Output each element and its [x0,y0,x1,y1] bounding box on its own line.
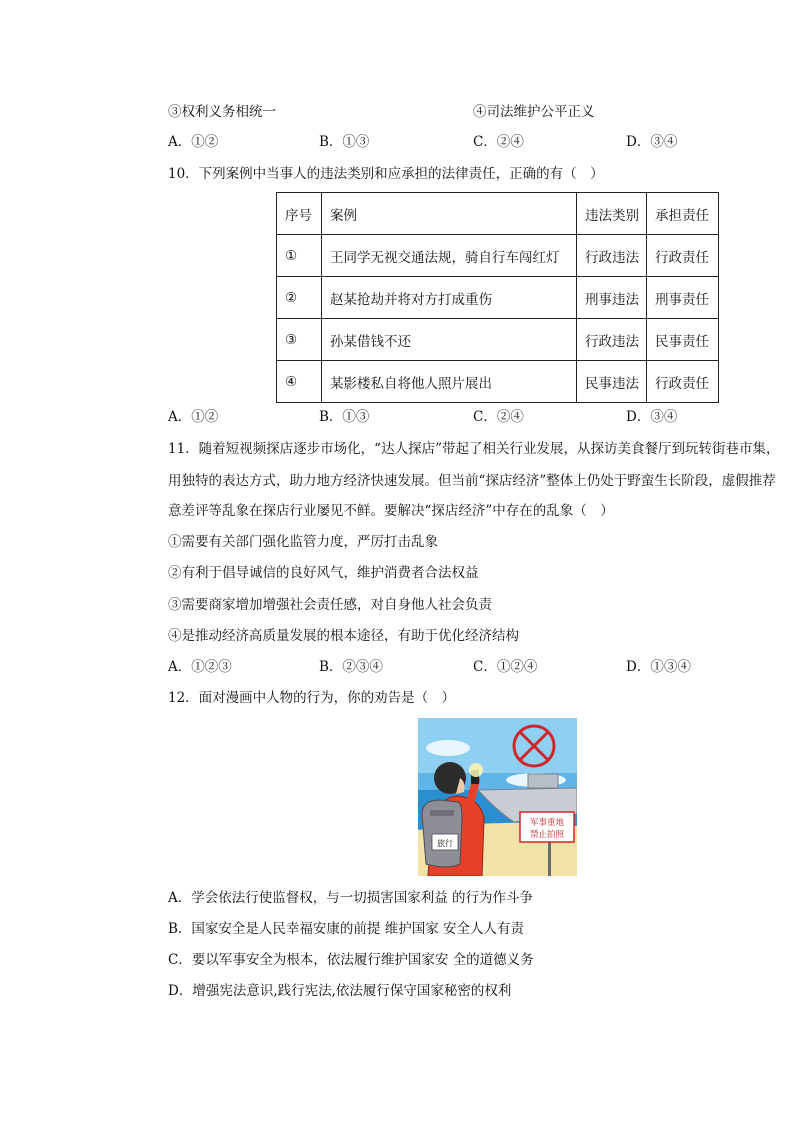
camera-flash-icon [469,763,483,777]
table-row [277,319,719,361]
q10-case-table [276,192,719,403]
q11-options [168,658,728,676]
q11-option-a[interactable]: A．①②③ [168,659,232,675]
row-case: 赵某抢劫并将对方打成重伤 [322,277,577,319]
q10-options [168,408,728,426]
row-liability: 刑事责任 [647,277,719,319]
q11-item-4: ④是推动经济高质量发展的根本途径，有助于优化经济结构 [168,628,519,644]
q11-option-d[interactable]: D．①③④ [626,659,691,675]
q9-option-d[interactable]: D．③④ [626,134,678,150]
table-header-row [277,193,719,235]
row-index: ③ [277,319,322,361]
bag-text: 旅行 [437,839,453,848]
board-text-2: 禁止拍照 [529,830,565,840]
warship-bridge [528,774,558,788]
row-index: ② [277,277,322,319]
q10-option-d[interactable]: D．③④ [626,409,678,425]
q11-item-1: ①需要有关部门强化监管力度，严厉打击乱象 [168,534,438,550]
q12-option-d[interactable]: D．增强宪法意识,践行宪法,依法履行保守国家秘密的权利 [168,983,512,999]
row-violation-type: 民事违法 [577,361,647,403]
row-index: ① [277,235,322,277]
q9-options [168,133,728,151]
row-case: 某影楼私自将他人照片展出 [322,361,577,403]
row-case: 王同学无视交通法规，骑自行车闯红灯 [322,235,577,277]
q10-option-c[interactable]: C．②④ [473,409,524,425]
q9-option-b[interactable]: B．①③ [319,134,370,150]
header-index: 序号 [277,193,322,235]
row-violation-type: 刑事违法 [577,277,647,319]
q10-stem: 10．下列案例中当事人的违法类别和应承担的法律责任，正确的有（ ） [168,166,604,182]
q9-item-3: ③权利义务相统一 [168,104,276,120]
q12-option-a[interactable]: A．学会依法行使监督权，与一切损害国家利益 的行为作斗争 [168,890,534,906]
row-liability: 行政责任 [647,361,719,403]
row-liability: 行政责任 [647,235,719,277]
q11-option-c[interactable]: C．①②④ [473,659,538,675]
q10-option-a[interactable]: A．①② [168,409,219,425]
q10-option-b[interactable]: B．①③ [319,409,370,425]
q11-item-2: ②有利于倡导诚信的良好风气，维护消费者合法权益 [168,565,479,581]
row-index: ④ [277,361,322,403]
table-row [277,277,719,319]
table-row [277,235,719,277]
q11-stem-line-3: 意差评等乱象在探店行业屡见不鲜。要解决“探店经济”中存在的乱象（ ） [168,503,614,519]
table-row [277,361,719,403]
q12-option-b[interactable]: B．国家安全是人民幸福安康的前提 维护国家 安全人人有责 [168,921,525,937]
row-violation-type: 行政违法 [577,319,647,361]
row-case: 孙某借钱不还 [322,319,577,361]
q12-stem: 12．面对漫画中人物的行为，你的劝告是（ ） [168,690,456,706]
q9-option-c[interactable]: C．②④ [473,134,524,150]
row-liability: 民事责任 [647,319,719,361]
cloud [426,740,470,756]
header-case: 案例 [322,193,577,235]
board-post [548,838,551,876]
header-violation-type: 违法类别 [577,193,647,235]
row-violation-type: 行政违法 [577,235,647,277]
q9-option-a[interactable]: A．①② [168,134,219,150]
board-text-1: 军事重地 [529,818,565,828]
q11-item-3: ③需要商家增加增强社会责任感，对自身他人社会负责 [168,597,492,613]
cartoon-image [418,718,577,876]
q11-stem-line-2: 用独特的表达方式，助力地方经济快速发展。但当前“探店经济”整体上仍处于野蛮生长阶段，虚假推荐 [168,473,776,489]
header-liability: 承担责任 [647,193,719,235]
q11-stem-line-1: 11．随着短视频探店逐步市场化，“达人探店”带起了相关行业发展，从探访美食餐厅到玩转街巷市集， [168,441,780,457]
q9-item-4: ④司法维护公平正义 [473,104,595,120]
q11-option-b[interactable]: B．②③④ [319,659,383,675]
q12-option-c[interactable]: C．要以军事安全为根本，依法履行维护国家安 全的道德义务 [168,952,534,968]
